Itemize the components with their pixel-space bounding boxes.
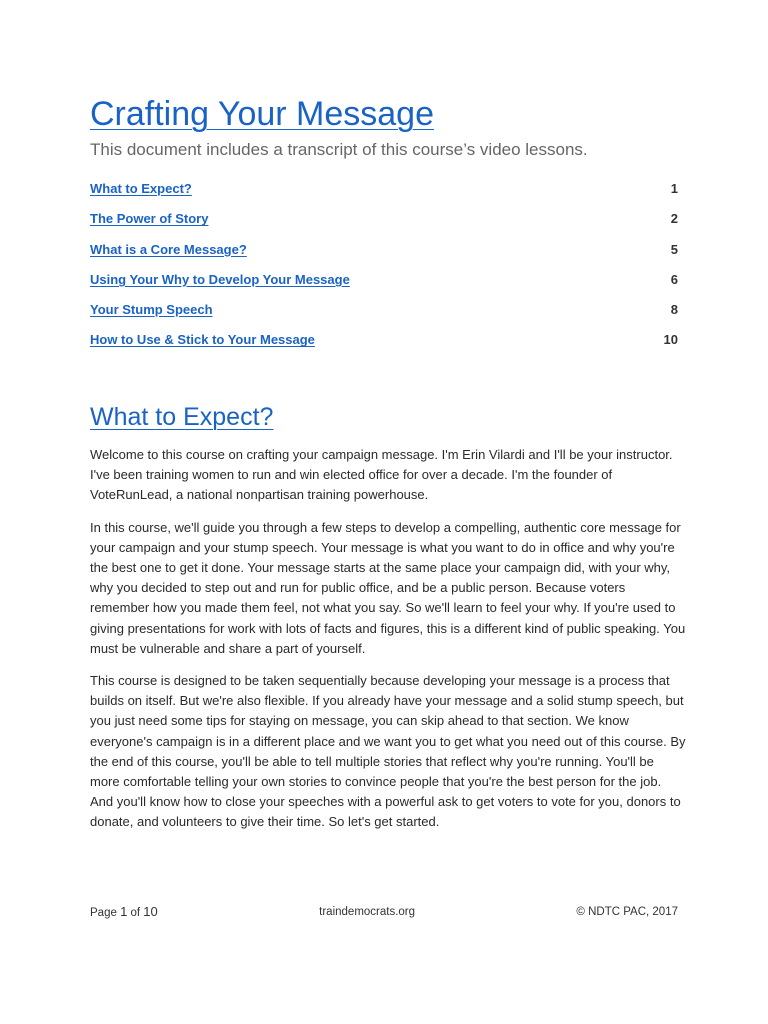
toc-link[interactable]: How to Use & Stick to Your Message bbox=[90, 332, 315, 348]
page-footer bbox=[90, 903, 678, 922]
body-paragraph: Welcome to this course on crafting your campaign message. I'm Erin Vilardi and I'll be your instructor. I've been training women to run and win elected office for over a decade. I'm the founder of VoteRunLead, a national nonpartisan training powerhouse. bbox=[90, 447, 673, 503]
section-body bbox=[90, 445, 686, 845]
toc-entry-stump-speech bbox=[90, 298, 678, 328]
toc-page-number: 5 bbox=[670, 241, 678, 257]
document-title[interactable]: Crafting Your Message bbox=[90, 95, 434, 133]
toc-link[interactable]: Your Stump Speech bbox=[90, 302, 213, 318]
body-paragraph: In this course, we'll guide you through a few steps to develop a compelling, authentic core message for your campaign and your stump speech. Your message is what you want to do in office and why you're the best one to get it done. Your message starts at the same place your campaign did, with your why, why you decided to step out and run for public office, and be a public person. Because voters remember how you made them feel, not what you say. So we'll learn to feel your why. If you're used to giving presentations for work with lots of facts and figures, this is a different kind of public speaking. You must be vulnerable and share a part of yourself. bbox=[90, 519, 686, 656]
footer-site: traindemocrats.org bbox=[319, 906, 416, 918]
document-subtitle: This document includes a transcript of this course’s video lessons. bbox=[90, 140, 588, 159]
current-page-number: 1 bbox=[120, 904, 128, 919]
toc-link[interactable]: What to Expect? bbox=[90, 181, 192, 196]
toc-entry-power-of-story bbox=[90, 207, 678, 237]
total-page-count: 10 bbox=[143, 904, 158, 919]
page-indicator bbox=[90, 903, 158, 922]
page-prefix: Page bbox=[90, 907, 117, 919]
toc-entry-using-your-why bbox=[90, 268, 678, 298]
footer-copyright: © NDTC PAC, 2017 bbox=[576, 906, 678, 918]
toc-link[interactable]: The Power of Story bbox=[90, 211, 209, 227]
toc-page-number: 6 bbox=[670, 271, 678, 287]
toc-link[interactable]: What is a Core Message? bbox=[90, 241, 247, 257]
toc-page-number: 1 bbox=[670, 181, 678, 196]
table-of-contents bbox=[90, 177, 678, 359]
toc-entry-core-message bbox=[90, 238, 678, 268]
toc-page-number: 8 bbox=[670, 302, 678, 318]
toc-page-number: 10 bbox=[663, 332, 678, 348]
toc-entry-what-to-expect bbox=[90, 177, 678, 207]
toc-page-number: 2 bbox=[670, 211, 678, 227]
toc-entry-stick-to-message bbox=[90, 328, 678, 358]
section-heading[interactable]: What to Expect? bbox=[90, 403, 274, 431]
toc-link[interactable]: Using Your Why to Develop Your Message bbox=[90, 271, 350, 287]
body-paragraph: This course is designed to be taken sequentially because developing your message is a process that builds on itself. But we're also flexible. If you already have your message and a solid stump speech, but you just need some tips for staying on message, you can skip ahead to that section. We know everyone's campaign is in a different place and we want you to get what you need out of this course. By the end of this course, you'll be able to tell multiple stories that reflect why you're running. You'll be more comfortable telling your own stories to convince people that you're the best person for the job. And you'll know how to close your speeches with a powerful ask to get voters to vote for you, donors to donate, and volunteers to give their time. So let's get started. bbox=[90, 673, 686, 830]
page-of: of bbox=[130, 907, 141, 919]
